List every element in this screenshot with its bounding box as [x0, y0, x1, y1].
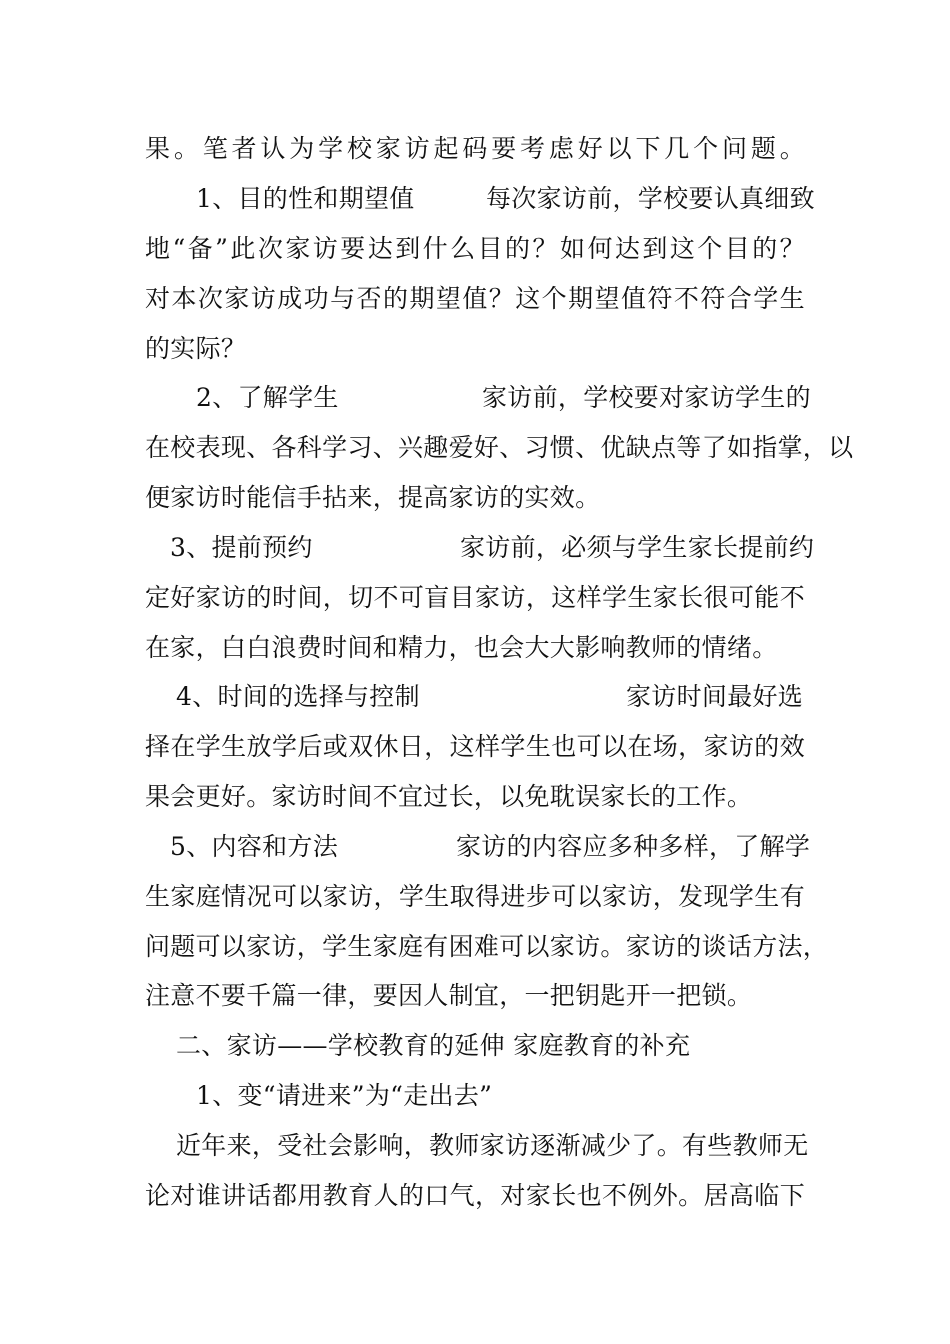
item-lead-text: 家访前，必须与学生家长提前约 — [460, 533, 815, 562]
text-line: 便家访时能信手拈来，提高家访的实效。 — [145, 483, 601, 512]
subsection-heading: 1、变“请进来”为“走出去” — [196, 1081, 493, 1110]
item-heading-5 — [0, 822, 950, 872]
text-line: 近年来，受社会影响，教师家访逐渐减少了。有些教师无 — [176, 1131, 809, 1160]
item-lead-text: 家访的内容应多种多样，了解学 — [456, 832, 811, 861]
text-line: 在校表现、各科学习、兴趣爱好、习惯、优缺点等了如指掌，以 — [145, 433, 854, 462]
text-line: 对本次家访成功与否的期望值？这个期望值符不符合学生 — [145, 284, 805, 313]
text-line: 果会更好。家访时间不宜过长，以免耽误家长的工作。 — [145, 782, 753, 811]
item-label: 5、内容和方法 — [170, 832, 339, 861]
text-line: 论对谁讲话都用教育人的口气，对家长也不例外。居高临下 — [145, 1181, 805, 1210]
text-line: 择在学生放学后或双休日，这样学生也可以在场，家访的效 — [145, 732, 805, 761]
item-label: 4、时间的选择与控制 — [176, 682, 420, 711]
text-line: 生家庭情况可以家访，学生取得进步可以家访，发现学生有 — [145, 882, 805, 911]
item-lead-text: 每次家访前，学校要认真细致 — [486, 184, 815, 213]
item-label: 2、了解学生 — [196, 383, 339, 412]
item-heading-2 — [0, 373, 950, 423]
item-lead-text: 家访前，学校要对家访学生的 — [482, 383, 811, 412]
item-lead-text: 家访时间最好选 — [626, 682, 804, 711]
text-line: 问题可以家访，学生家庭有困难可以家访。家访的谈话方法， — [145, 932, 829, 961]
item-heading-3 — [0, 523, 950, 573]
text-line: 注意不要千篇一律，要因人制宜，一把钥匙开一把锁。 — [145, 981, 753, 1010]
item-label: 1、目的性和期望值 — [196, 184, 415, 213]
section-heading: 二、家访——学校教育的延伸 家庭教育的补充 — [176, 1031, 691, 1060]
text-line: 定好家访的时间，切不可盲目家访，这样学生家长很可能不 — [145, 583, 805, 612]
text-line: 在家，白白浪费时间和精力，也会大大影响教师的情绪。 — [145, 633, 778, 662]
text-line: 的实际？ — [145, 334, 247, 363]
text-line: 果。笔者认为学校家访起码要考虑好以下几个问题。 — [145, 134, 805, 163]
item-heading-1 — [0, 174, 950, 224]
text-line: 地“备”此次家访要达到什么目的？如何达到这个目的？ — [145, 234, 805, 263]
item-heading-4 — [0, 672, 950, 722]
item-label: 3、提前预约 — [170, 533, 313, 562]
